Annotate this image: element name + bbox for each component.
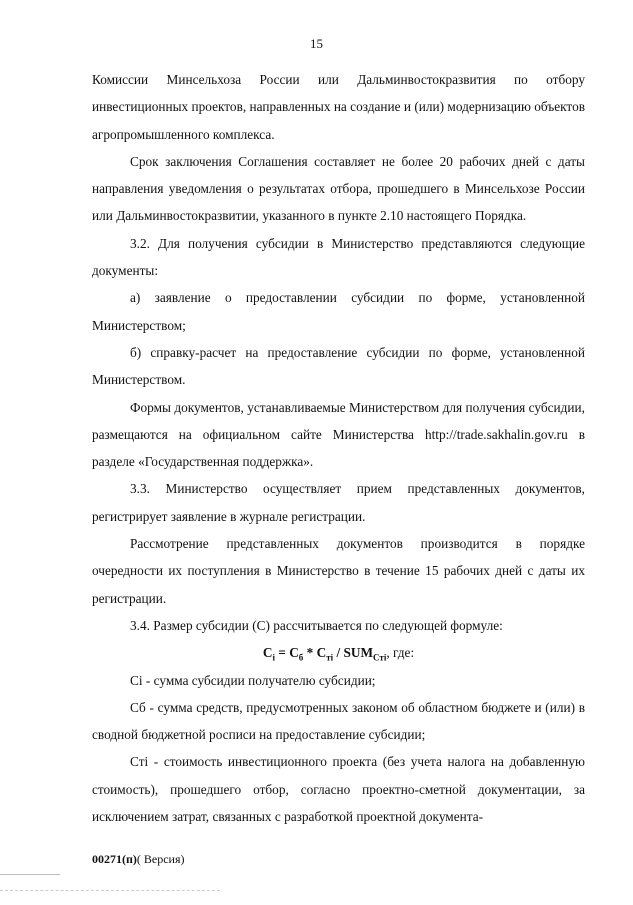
formula-sub-b: б (298, 652, 304, 663)
document-version: ( Версия) (136, 852, 185, 866)
paragraph-item-b: б) справку-расчет на предоставление субсидии по форме, установленной Министерством. (92, 344, 585, 388)
formula-sub-i: i (272, 652, 275, 663)
formula-term-ci: C (262, 645, 273, 661)
definition-cb: Сб - сумма средств, предусмотренных законом об областном бюджете и (или) в сводной бюджетной росписи на предоставление субсидии; (92, 699, 585, 743)
paragraph-forms: Формы документов, устанавливаемые Министерством для получения субсидии, размещаются на официальном сайте Министерства http://trade.sakhalin.gov.ru в разделе «Государственная поддержка». (92, 399, 585, 470)
definition-ci: Сi - сумма субсидии получателю субсидии; (130, 672, 376, 688)
paragraph-3-4: 3.4. Размер субсидии (С) рассчитывается по следующей формуле: (130, 617, 503, 633)
definition-cti: Стi - стоимость инвестиционного проекта (без учета налога на добавленную стоимость), прошедшего отбор, согласно проектно-сметной документации, за исключением затрат, связанных с разработкой проектной документа- (92, 754, 585, 825)
formula-term-cb: = C (274, 645, 299, 661)
formula-term-cti: * C (303, 645, 327, 661)
page-number: 15 (310, 36, 323, 51)
formula-sub-ti: тi (326, 652, 334, 663)
paragraph-review: Рассмотрение представленных документов производится в порядке очередности их поступления в Министерство в течение 15 рабочих дней с даты их регистрации. (92, 536, 585, 606)
formula-sub-sum: Сті (373, 652, 387, 663)
subsidy-formula (92, 639, 585, 666)
paragraph-agreement-term: Срок заключения Соглашения составляет не более 20 рабочих дней с даты направления уведомления о результатах отбора, прошедшего в Минсельхозе России или Дальминвостокразвитии, указанного в пункте 2.10 настоящего Порядка. (92, 153, 585, 224)
paragraph-3-3: 3.3. Министерство осуществляет прием представленных документов, регистрирует заявление в журнале регистрации. (92, 481, 585, 524)
formula-term-sum: / SUM (333, 645, 374, 661)
document-footer (92, 852, 185, 867)
formula-tail: , где: (386, 645, 415, 661)
footer-divider (0, 874, 60, 875)
paragraph-continuation: Комиссии Минсельхоза России или Дальминвостокразвития по отбору инвестиционных проектов, направленных на создание и (или) модернизацию объектов агропромышленного комплекса. (92, 72, 585, 142)
footer-divider-dashed (0, 890, 220, 891)
document-body (92, 66, 585, 830)
document-code: 00271(п) (92, 852, 137, 866)
paragraph-item-a: а) заявление о предоставлении субсидии по форме, установленной Министерством; (92, 290, 585, 333)
paragraph-3-2: 3.2. Для получения субсидии в Министерство представляются следующие документы: (92, 235, 585, 279)
